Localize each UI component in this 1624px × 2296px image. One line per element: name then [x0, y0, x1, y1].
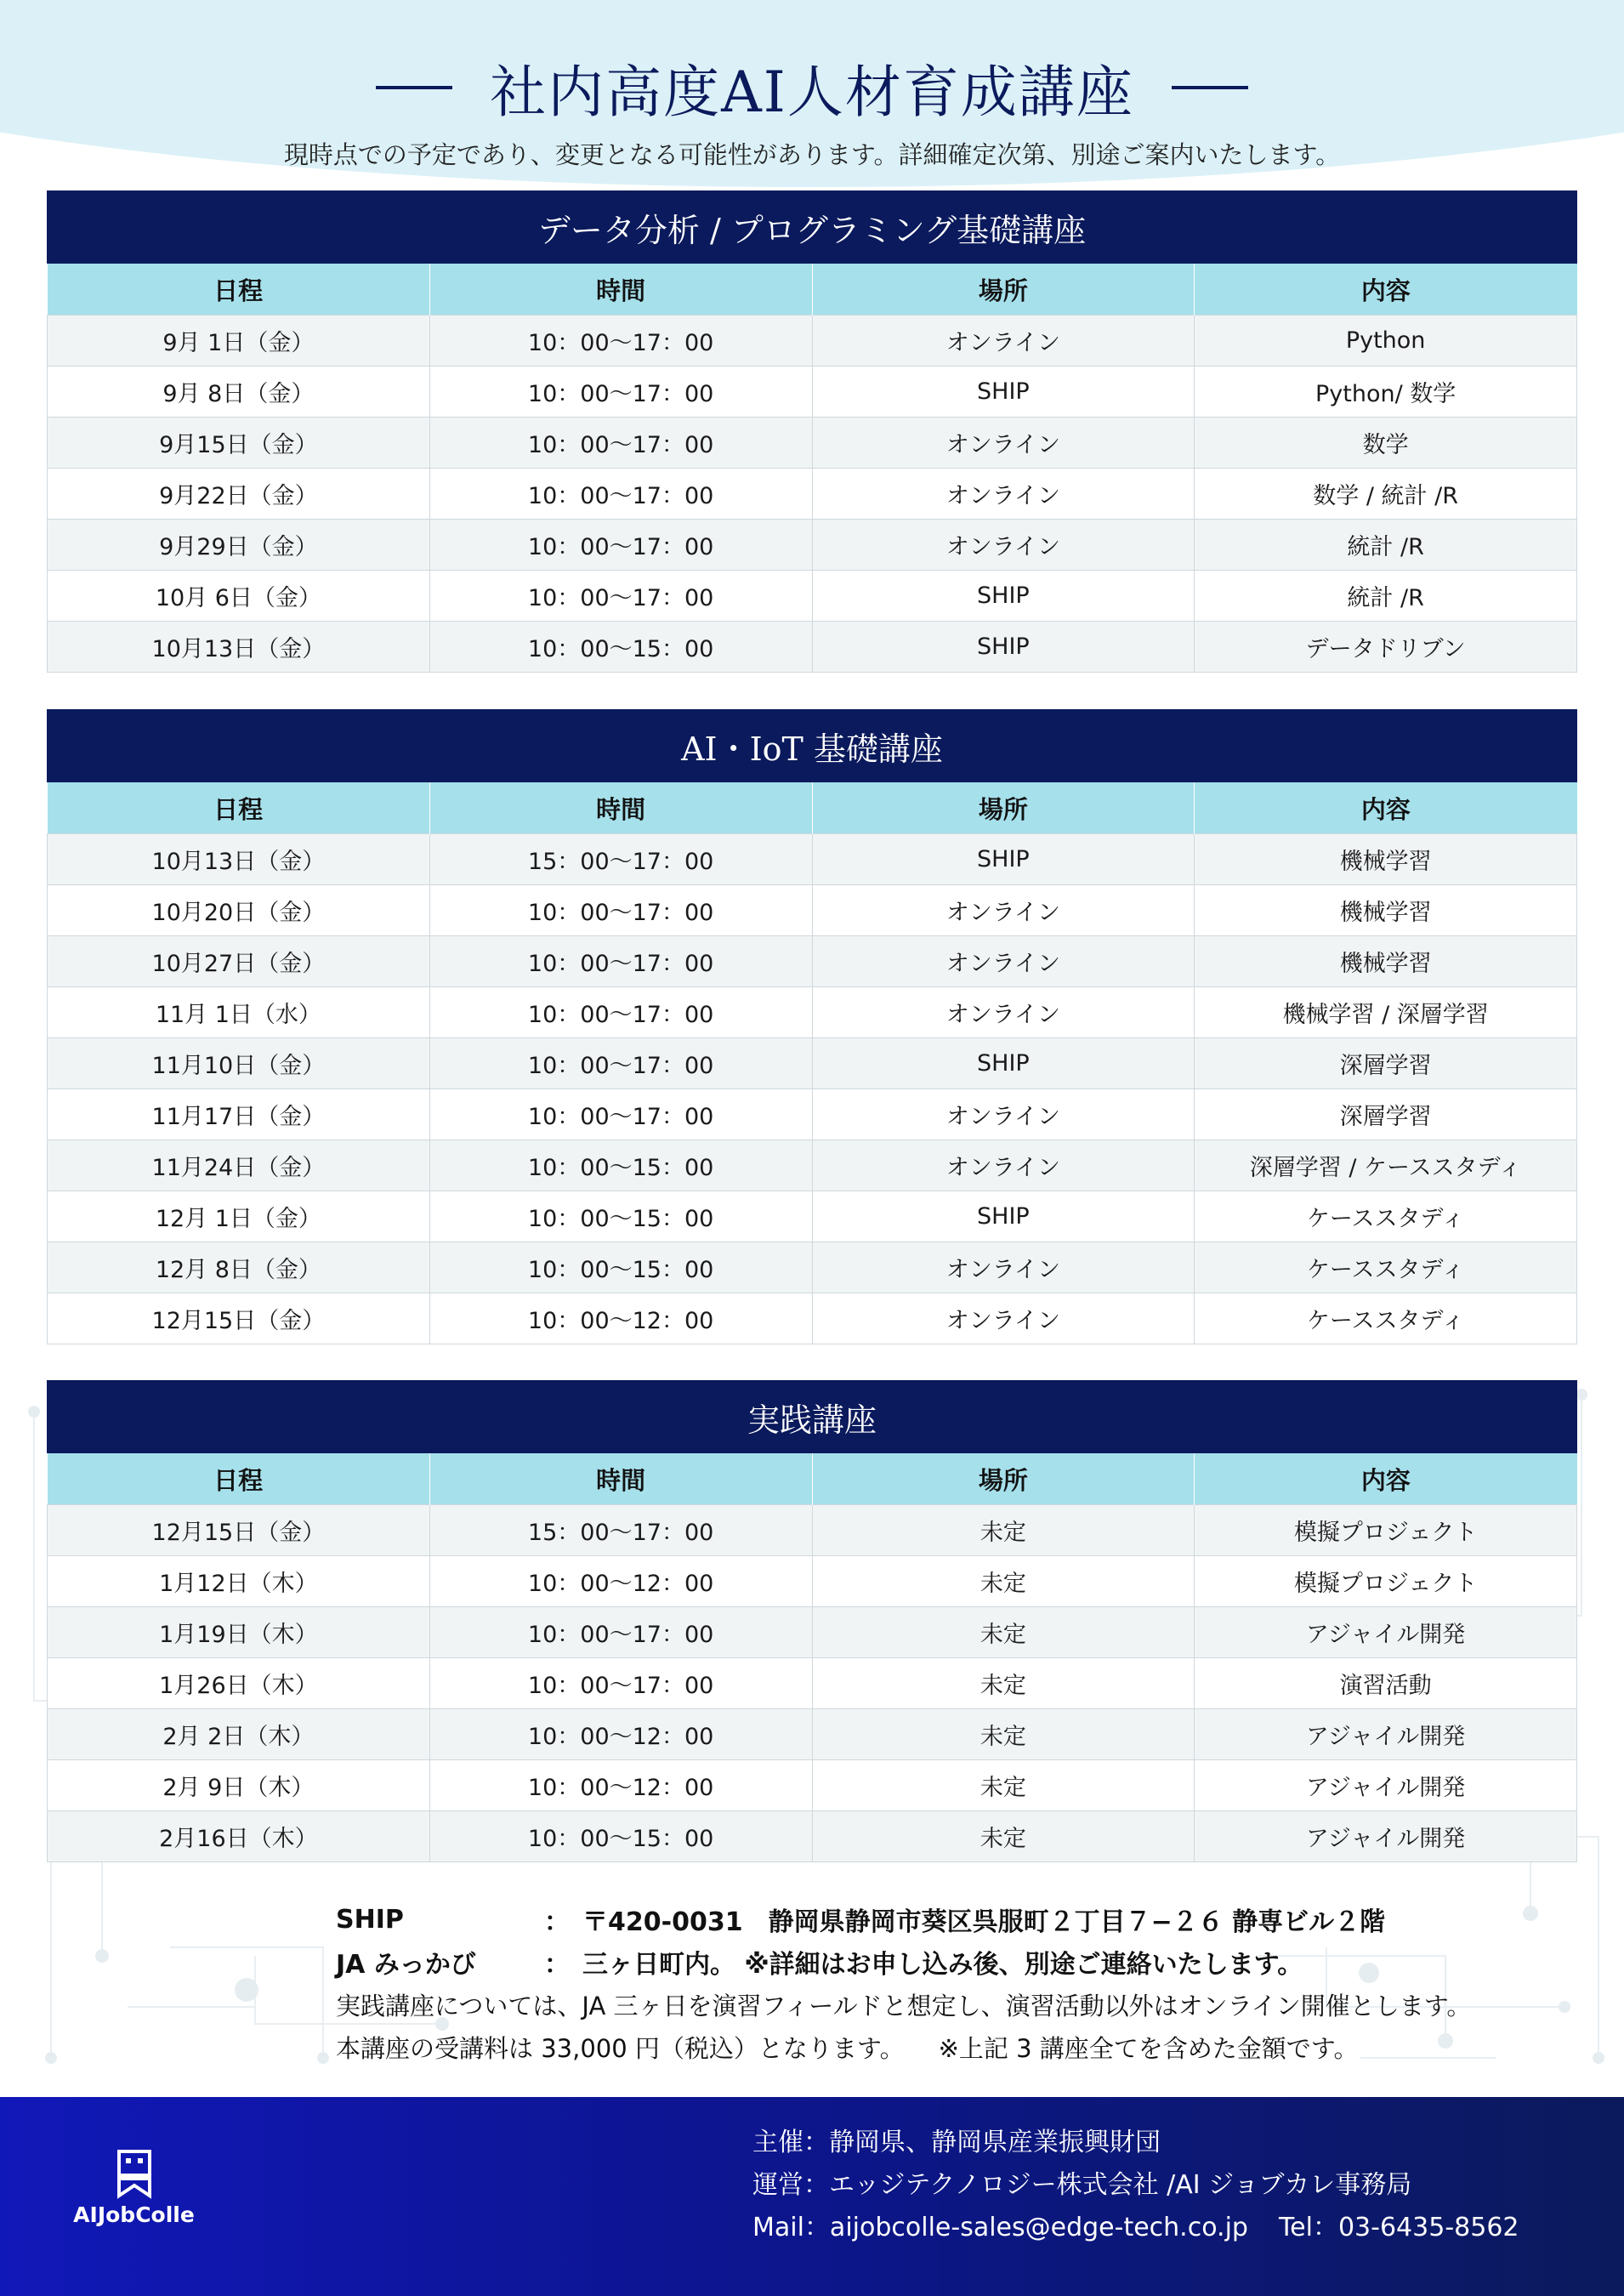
content-cell: 機械学習 — [1195, 834, 1577, 885]
ja-venue-line — [336, 1941, 1594, 1983]
content-cell: 深層学習 — [1195, 1038, 1577, 1089]
content-cell: アジャイル開発 — [1195, 1811, 1577, 1862]
title-right-dash — [1172, 86, 1248, 89]
time-cell: 10：00～17：00 — [429, 520, 812, 571]
content-cell: 数学 — [1195, 418, 1577, 469]
place-cell: オンライン — [812, 1140, 1195, 1191]
time-cell: 10：00～17：00 — [429, 1658, 812, 1709]
title-block — [0, 47, 1624, 128]
schedule-table — [47, 782, 1577, 1344]
section-ai-iot — [47, 709, 1577, 1344]
place-cell: 未定 — [812, 1760, 1195, 1811]
content-cell: 模擬プロジェクト — [1195, 1556, 1577, 1607]
place-cell: オンライン — [812, 1293, 1195, 1344]
organizer-line — [752, 2118, 1519, 2161]
date-cell: 2月 2日（木） — [48, 1709, 430, 1760]
content-cell: Python — [1195, 315, 1577, 367]
content-cell: ケーススタディ — [1195, 1293, 1577, 1344]
table-row — [48, 622, 1577, 673]
content-cell: Python/ 数学 — [1195, 367, 1577, 418]
date-cell: 1月26日（木） — [48, 1658, 430, 1709]
schedule-table — [47, 1453, 1577, 1862]
place-cell: オンライン — [812, 315, 1195, 367]
time-cell: 10：00～17：00 — [429, 469, 812, 520]
table-row — [48, 1191, 1577, 1242]
place-cell: SHIP — [812, 367, 1195, 418]
practice-note-text: 実践講座については、JA 三ヶ日を演習フィールドと想定し、演習活動以外はオンライン開催とします。 — [336, 1991, 1472, 2020]
date-cell: 11月10日（金） — [48, 1038, 430, 1089]
table-row — [48, 418, 1577, 469]
content-cell: データドリブン — [1195, 622, 1577, 673]
time-cell: 10：00～15：00 — [429, 1242, 812, 1293]
column-header-date: 日程 — [48, 264, 430, 315]
content-cell: アジャイル開発 — [1195, 1709, 1577, 1760]
content-cell: ケーススタディ — [1195, 1242, 1577, 1293]
table-row — [48, 834, 1577, 885]
table-row — [48, 1038, 1577, 1089]
place-cell: 未定 — [812, 1811, 1195, 1862]
place-cell: 未定 — [812, 1658, 1195, 1709]
date-cell: 2月16日（木） — [48, 1811, 430, 1862]
mail-text: Mail：aijobcolle-sales@edge-tech.co.jp — [752, 2213, 1248, 2242]
time-cell: 10：00～17：00 — [429, 418, 812, 469]
time-cell: 10：00～12：00 — [429, 1760, 812, 1811]
place-cell: SHIP — [812, 1038, 1195, 1089]
date-cell: 11月 1日（水） — [48, 987, 430, 1038]
place-cell: オンライン — [812, 885, 1195, 936]
date-cell: 1月12日（木） — [48, 1556, 430, 1607]
ship-label: SHIP — [336, 1904, 404, 1935]
table-row — [48, 367, 1577, 418]
column-header-time: 時間 — [429, 782, 812, 834]
page-title: 社内高度AI人材育成講座 — [490, 60, 1134, 125]
table-row — [48, 315, 1577, 367]
date-cell: 9月29日（金） — [48, 520, 430, 571]
table-row — [48, 885, 1577, 936]
column-header-place: 場所 — [812, 1453, 1195, 1505]
place-cell: 未定 — [812, 1607, 1195, 1658]
date-cell: 9月22日（金） — [48, 469, 430, 520]
date-cell: 12月15日（金） — [48, 1293, 430, 1344]
time-cell: 10：00～15：00 — [429, 1191, 812, 1242]
date-cell: 9月15日（金） — [48, 418, 430, 469]
content-cell: 深層学習 — [1195, 1089, 1577, 1140]
date-cell: 9月 1日（金） — [48, 315, 430, 367]
content-cell: ケーススタディ — [1195, 1191, 1577, 1242]
date-cell: 11月24日（金） — [48, 1140, 430, 1191]
ship-venue-line — [336, 1898, 1594, 1941]
fee-text: 本講座の受講料は 33,000 円（税込）となります。 — [336, 2033, 905, 2063]
column-header-date: 日程 — [48, 1453, 430, 1505]
table-row — [48, 469, 1577, 520]
content-cell: 統計 /R — [1195, 571, 1577, 622]
practice-note — [336, 1983, 1594, 2026]
time-cell: 10：00～12：00 — [429, 1293, 812, 1344]
time-cell: 10：00～12：00 — [429, 1709, 812, 1760]
aijobcolle-logo — [72, 2148, 196, 2227]
content-cell: 深層学習 / ケーススタディ — [1195, 1140, 1577, 1191]
ja-label: JA みっかび — [336, 1950, 476, 1980]
table-row — [48, 1140, 1577, 1191]
table-row — [48, 1607, 1577, 1658]
content-cell: 統計 /R — [1195, 520, 1577, 571]
time-cell: 10：00～17：00 — [429, 1038, 812, 1089]
time-cell: 10：00～17：00 — [429, 1089, 812, 1140]
column-header-content: 内容 — [1195, 1453, 1577, 1505]
place-cell: オンライン — [812, 936, 1195, 987]
fee-remark: ※上記 3 講座全てを含めた金額です。 — [938, 2033, 1359, 2063]
place-cell: 未定 — [812, 1709, 1195, 1760]
date-cell: 11月17日（金） — [48, 1089, 430, 1140]
date-cell: 10月13日（金） — [48, 622, 430, 673]
ja-colon: ： — [544, 1950, 570, 1980]
place-cell: SHIP — [812, 1191, 1195, 1242]
tel-text: Tel：03-6435-8562 — [1278, 2213, 1519, 2242]
content-cell: 模擬プロジェクト — [1195, 1505, 1577, 1556]
date-cell: 9月 8日（金） — [48, 367, 430, 418]
time-cell: 10：00～17：00 — [429, 1607, 812, 1658]
time-cell: 10：00～15：00 — [429, 622, 812, 673]
time-cell: 10：00～15：00 — [429, 1140, 812, 1191]
content-cell: 演習活動 — [1195, 1658, 1577, 1709]
place-cell: オンライン — [812, 418, 1195, 469]
time-cell: 15：00～17：00 — [429, 1505, 812, 1556]
content-cell: 数学 / 統計 /R — [1195, 469, 1577, 520]
place-cell: オンライン — [812, 1242, 1195, 1293]
table-row — [48, 1242, 1577, 1293]
ja-location: 三ヶ日町内。 ※詳細はお申し込み後、別途ご連絡いたします。 — [582, 1950, 1303, 1980]
date-cell: 10月27日（金） — [48, 936, 430, 987]
column-header-date: 日程 — [48, 782, 430, 834]
table-row — [48, 1811, 1577, 1862]
footer-info — [752, 2118, 1519, 2246]
date-cell: 10月 6日（金） — [48, 571, 430, 622]
date-cell: 12月 8日（金） — [48, 1242, 430, 1293]
operator-line — [752, 2161, 1519, 2203]
section-practice — [47, 1380, 1577, 1862]
table-row — [48, 1556, 1577, 1607]
table-row — [48, 1658, 1577, 1709]
date-cell: 12月 1日（金） — [48, 1191, 430, 1242]
date-cell: 2月 9日（木） — [48, 1760, 430, 1811]
table-row — [48, 936, 1577, 987]
date-cell: 10月13日（金） — [48, 834, 430, 885]
place-cell: オンライン — [812, 520, 1195, 571]
fee-note — [336, 2026, 1594, 2068]
table-row — [48, 520, 1577, 571]
column-header-time: 時間 — [429, 264, 812, 315]
time-cell: 10：00～17：00 — [429, 987, 812, 1038]
place-cell: 未定 — [812, 1505, 1195, 1556]
time-cell: 10：00～12：00 — [429, 1556, 812, 1607]
column-header-content: 内容 — [1195, 782, 1577, 834]
place-cell: オンライン — [812, 469, 1195, 520]
date-cell: 10月20日（金） — [48, 885, 430, 936]
content-cell: 機械学習 — [1195, 936, 1577, 987]
table-row — [48, 987, 1577, 1038]
section-header: AI・IoT 基礎講座 — [47, 709, 1577, 782]
page-subtitle: 現時点での予定であり、変更となる可能性があります。詳細確定次第、別途ご案内いたします。 — [283, 140, 1341, 169]
venue-notes — [336, 1898, 1594, 2068]
table-row — [48, 1760, 1577, 1811]
content-cell: アジャイル開発 — [1195, 1760, 1577, 1811]
place-cell: オンライン — [812, 1089, 1195, 1140]
date-cell: 1月19日（木） — [48, 1607, 430, 1658]
table-row — [48, 1505, 1577, 1556]
column-header-content: 内容 — [1195, 264, 1577, 315]
content-cell: 機械学習 / 深層学習 — [1195, 987, 1577, 1038]
ship-colon: ： — [544, 1907, 570, 1937]
time-cell: 10：00～17：00 — [429, 571, 812, 622]
time-cell: 10：00～17：00 — [429, 885, 812, 936]
column-header-place: 場所 — [812, 264, 1195, 315]
table-row — [48, 1293, 1577, 1344]
table-row — [48, 571, 1577, 622]
ship-address: 〒420-0031 静岡県静岡市葵区呉服町２丁目７−２６ 静専ビル２階 — [582, 1907, 1386, 1937]
column-header-place: 場所 — [812, 782, 1195, 834]
organizer-text: 主催：静岡県、静岡県産業振興財団 — [752, 2128, 1161, 2157]
table-row — [48, 1089, 1577, 1140]
place-cell: SHIP — [812, 622, 1195, 673]
place-cell: 未定 — [812, 1556, 1195, 1607]
section-header: データ分析 / プログラミング基礎講座 — [47, 190, 1577, 264]
time-cell: 10：00～17：00 — [429, 936, 812, 987]
time-cell: 15：00～17：00 — [429, 834, 812, 885]
footer — [0, 2097, 1624, 2296]
section-data-analysis — [47, 190, 1577, 673]
content-cell: アジャイル開発 — [1195, 1607, 1577, 1658]
title-left-dash — [376, 86, 452, 89]
place-cell: オンライン — [812, 987, 1195, 1038]
content-cell: 機械学習 — [1195, 885, 1577, 936]
robot-logo-icon — [114, 2148, 155, 2199]
schedule-table — [47, 264, 1577, 673]
section-header: 実践講座 — [47, 1380, 1577, 1453]
place-cell: SHIP — [812, 571, 1195, 622]
time-cell: 10：00～17：00 — [429, 315, 812, 367]
time-cell: 10：00～15：00 — [429, 1811, 812, 1862]
time-cell: 10：00～17：00 — [429, 367, 812, 418]
contact-line — [752, 2203, 1519, 2246]
place-cell: SHIP — [812, 834, 1195, 885]
date-cell: 12月15日（金） — [48, 1505, 430, 1556]
logo-text: AIJobColle — [73, 2202, 195, 2227]
column-header-time: 時間 — [429, 1453, 812, 1505]
operator-text: 運営：エッジテクノロジー株式会社 /AI ジョブカレ事務局 — [752, 2170, 1412, 2200]
table-row — [48, 1709, 1577, 1760]
